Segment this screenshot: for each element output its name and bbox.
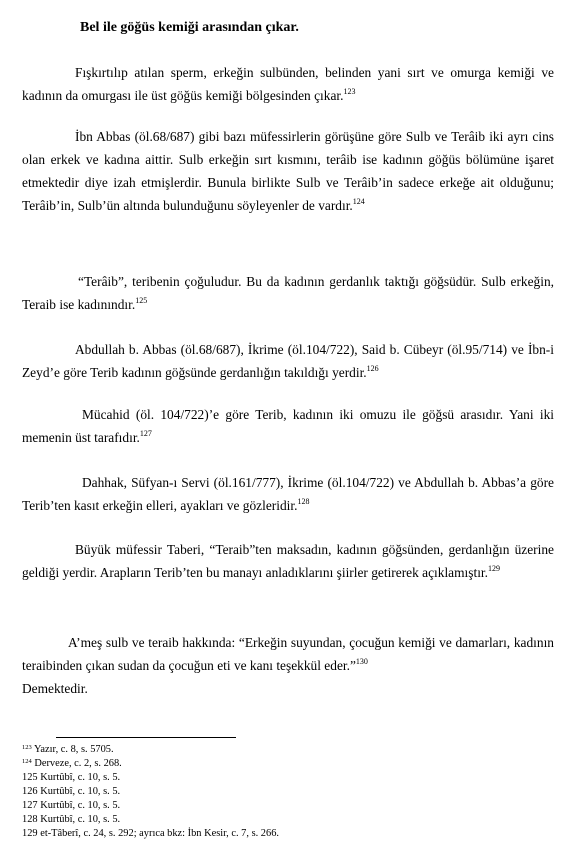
footnote-127 [22, 799, 562, 813]
paragraph-8 [22, 631, 554, 700]
paragraph-text: A’meş sulb ve teraib hakkında: “Erkeğin suyundan, çocuğun kemiği ve damarları, kadının teraibinden çıkan sudan da çocuğun eti ve kanı teşekkül eder.” [22, 635, 554, 673]
paragraph-closing: Demektedir. [22, 681, 88, 696]
footnote-number: 127 [22, 800, 38, 811]
footnote-124 [22, 757, 562, 771]
footnote-ref[interactable]: 127 [139, 429, 152, 438]
footnote-text: Kurtûbî, c. 10, s. 5. [40, 772, 121, 783]
footnote-number: 126 [22, 786, 38, 797]
footnote-ref[interactable]: 126 [366, 364, 379, 373]
footnote-separator [56, 737, 236, 738]
footnote-ref[interactable]: 129 [487, 564, 500, 573]
paragraph-6 [22, 471, 554, 517]
footnote-text: Kurtûbî, c. 10, s. 5. [40, 814, 121, 825]
footnote-text: et-Tâberî, c. 24, s. 292; ayrıca bkz: İbn Kesir, c. 7, s. 266. [40, 828, 279, 839]
paragraph-text: Fışkırtılıp atılan sperm, erkeğin sulbünden, belinden yani sırt ve omurga kemiği ve kadının da omurgası ile üst göğüs kemiği bölgesinden çıkar. [22, 65, 554, 103]
paragraph-text: Abdullah b. Abbas (öl.68/687), İkrime (öl.104/722), Said b. Cübeyr (öl.95/714) ve İbn-i Zeyd’e göre Terib kadının göğsünde gerdanlığın takıldığı yerdir. [22, 342, 554, 380]
footnote-ref[interactable]: 123 [343, 87, 356, 96]
footnote-text: Yazır, c. 8, s. 5705. [33, 744, 114, 755]
section-heading: Bel ile göğüs kemiği arasından çıkar. [80, 20, 299, 35]
footnote-number: 123 [22, 744, 32, 751]
footnote-text: Kurtûbî, c. 10, s. 5. [40, 786, 121, 797]
footnote-125 [22, 771, 562, 785]
paragraph-3 [22, 270, 554, 316]
paragraph-text: Büyük müfessir Taberi, “Teraib”ten maksadın, kadının göğsünden, gerdanlığın üzerine geldiği yerdir. Arapların Terib’ten bu manayı anladıklarını şiirler getirerek açıklamıştır. [22, 542, 554, 580]
paragraph-2 [22, 125, 554, 217]
footnote-126 [22, 785, 562, 799]
paragraph-1 [22, 61, 554, 107]
footnote-129 [22, 827, 562, 841]
paragraph-text: İbn Abbas (öl.68/687) gibi bazı müfessirlerin görüşüne göre Sulb ve Terâib iki ayrı cins olan erkek ve kadına aittir. Sulb erkeğin sırt kısmını, terâib ise kadının göğüs bölümüne işaret etmektedir diye izah etmişlerdir. Bunula birlikte Sulb ve Terâib’in sadece erkeğe ait olduğunu; Terâib’in, Sulb’ün altında bulunduğunu söyleyenler de vardır. [22, 129, 554, 213]
paragraph-7 [22, 538, 554, 584]
footnote-128 [22, 813, 562, 827]
paragraph-4 [22, 338, 554, 384]
footnote-number: 124 [22, 758, 32, 765]
footnote-text: Derveze, c. 2, s. 268. [34, 758, 122, 769]
footnote-ref[interactable]: 125 [135, 296, 148, 305]
paragraph-text: “Terâib”, teribenin çoğuludur. Bu da kadının gerdanlık taktığı göğsüdür. Sulb erkeğin, Teraib ise kadınındır. [22, 274, 554, 312]
footnote-123 [22, 743, 562, 757]
footnote-ref[interactable]: 130 [355, 657, 368, 666]
footnote-number: 125 [22, 772, 38, 783]
footnote-ref[interactable]: 124 [352, 197, 365, 206]
paragraph-text: Mücahid (öl. 104/722)’e göre Terib, kadının iki omuzu ile göğsü arasıdır. Yani iki memenin üst tarafıdır. [22, 407, 554, 445]
footnote-number: 128 [22, 814, 38, 825]
paragraph-text: Dahhak, Süfyan-ı Servi (öl.161/777), İkrime (öl.104/722) ve Abdullah b. Abbas’a göre Terib’ten kasıt erkeğin elleri, ayakları ve gözleridir. [22, 475, 554, 513]
footnote-text: Kurtûbî, c. 10, s. 5. [40, 800, 121, 811]
footnote-ref[interactable]: 128 [297, 497, 310, 506]
footnote-number: 129 [22, 828, 38, 839]
paragraph-5 [22, 403, 554, 449]
